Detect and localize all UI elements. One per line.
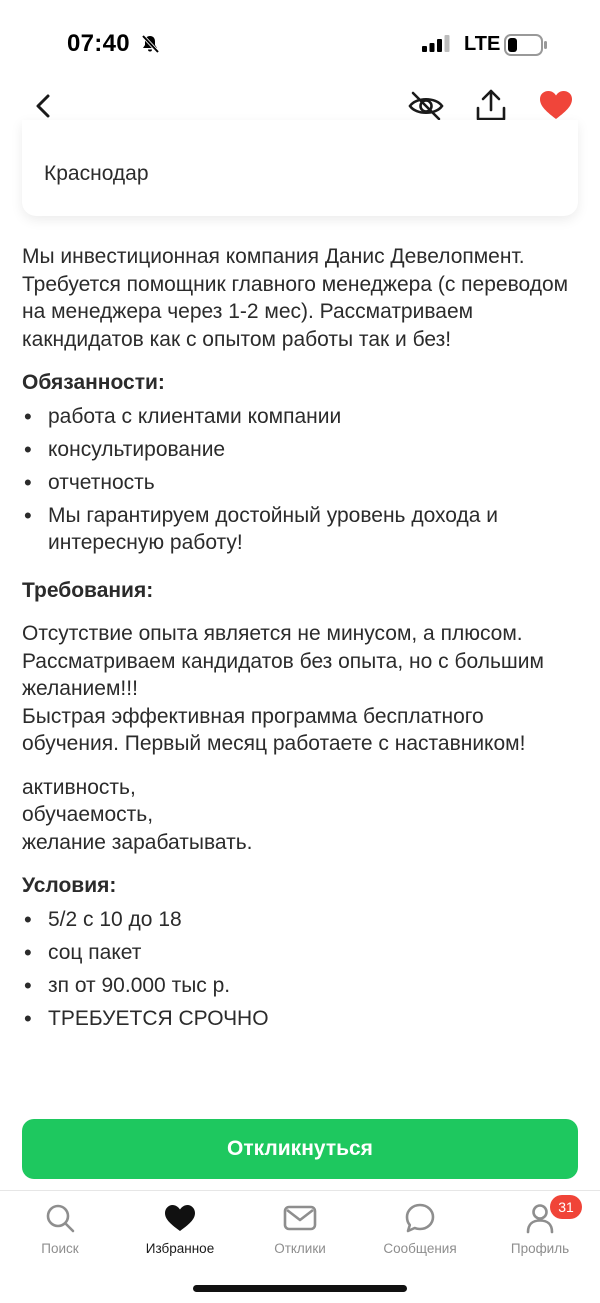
tab-profile[interactable] — [480, 1199, 600, 1259]
intro-paragraph — [22, 243, 582, 353]
qualities-paragraph — [22, 774, 582, 857]
battery-icon — [504, 34, 548, 61]
chat-bubble-icon — [360, 1201, 480, 1235]
tab-bar — [0, 1190, 600, 1303]
requirements-heading: Требования: — [22, 578, 154, 602]
heart-icon — [120, 1201, 240, 1235]
tab-favorites[interactable] — [120, 1199, 240, 1259]
conditions-heading: Условия: — [22, 874, 117, 897]
requirements-paragraph — [22, 620, 582, 758]
requirements-line: Отсутствие опыта является не минусом, а плюсом. — [22, 622, 523, 645]
requirements-line: Рассматриваем кандидатов без опыта, но с большим желанием!!! — [22, 649, 544, 700]
quality-line: обучаемость, — [22, 803, 154, 826]
status-bar — [0, 0, 600, 80]
tab-label: Отклики — [274, 1241, 326, 1256]
duties-list — [22, 403, 582, 557]
tab-messages[interactable] — [360, 1199, 480, 1259]
tab-search[interactable] — [0, 1199, 120, 1259]
tab-label: Избранное — [145, 1241, 215, 1256]
list-item: • консультирование — [22, 436, 582, 464]
list-item: • 5/2 с 10 до 18 — [22, 906, 582, 934]
location-card — [22, 120, 578, 216]
requirements-line: Быстрая эффективная программа бесплатного обучения. Первый месяц работаете с наставником! — [22, 704, 526, 755]
list-item: • зп от 90.000 тыс р. — [22, 972, 582, 1000]
list-item: • работа с клиентами компании — [22, 403, 582, 431]
quality-line: желание зарабатывать. — [22, 830, 253, 854]
search-icon — [0, 1201, 120, 1235]
respond-button[interactable] — [22, 1119, 578, 1179]
list-item: • ТРЕБУЕТСЯ СРОЧНО — [22, 1005, 582, 1033]
signal-icon — [422, 35, 452, 58]
list-item: • Мы гарантируем достойный уровень дохода и интересную работу! — [22, 502, 582, 557]
tab-label: Профиль — [510, 1241, 570, 1256]
mail-icon — [240, 1201, 360, 1235]
status-time: 07:40 — [67, 30, 130, 57]
home-indicator — [193, 1285, 407, 1292]
bell-muted-icon — [140, 34, 160, 59]
list-item: • отчетность — [22, 469, 582, 497]
city-label: Краснодар — [44, 162, 149, 185]
intro-line: Рассматриваем какндидатов как с опытом работы так и без! — [22, 300, 474, 351]
vacancy-description — [22, 243, 582, 1052]
tab-label: Поиск — [41, 1241, 79, 1256]
tab-responses[interactable] — [240, 1199, 360, 1259]
profile-icon — [480, 1201, 600, 1235]
respond-button-label: Откликнуться — [227, 1137, 373, 1160]
notification-badge: 31 — [550, 1195, 582, 1219]
intro-line: Мы инвестиционная компания Данис Девелопмент. — [22, 245, 525, 268]
list-item: • соц пакет — [22, 939, 582, 967]
network-type: LTE — [464, 33, 501, 55]
tab-label: Сообщения — [383, 1241, 457, 1256]
conditions-list — [22, 906, 582, 1033]
quality-line: активность, — [22, 775, 136, 799]
intro-line: Требуется помощник главного менеджера (с переводом на менеджера через 1-2 мес). — [22, 272, 569, 323]
duties-heading: Обязанности: — [22, 371, 165, 394]
